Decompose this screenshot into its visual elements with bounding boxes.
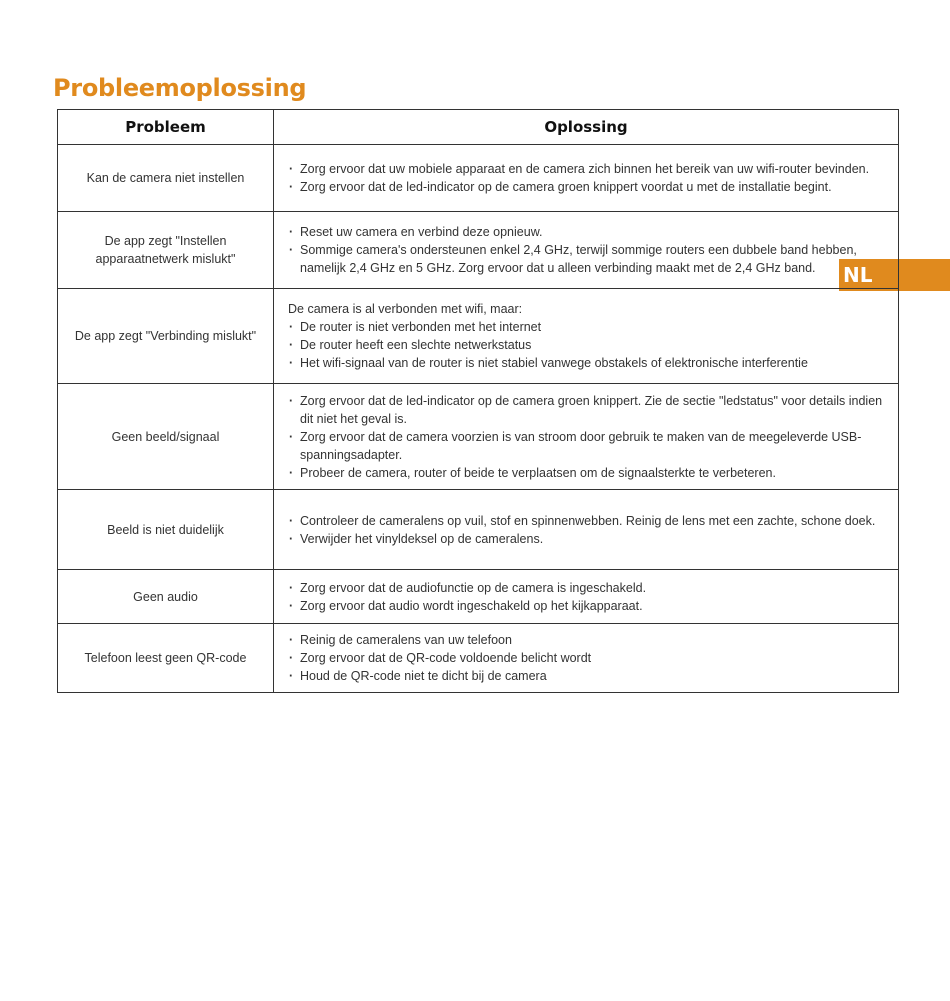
solution-list (288, 392, 890, 482)
list-item: · De router is niet verbonden met het internet (288, 318, 890, 336)
list-item: · Zorg ervoor dat de led-indicator op de camera groen knippert. Zie de sectie "ledstatus" voor details indien dit niet het geval is. (288, 392, 890, 428)
table-row (58, 384, 899, 490)
table-row (58, 624, 899, 693)
problem-cell: De app zegt "Instellen apparaatnetwerk mislukt" (58, 212, 274, 289)
list-item: · Zorg ervoor dat de led-indicator op de camera groen knippert voordat u met de installatie begint. (288, 178, 890, 196)
solution-cell (274, 624, 899, 693)
problem-cell: Geen beeld/signaal (58, 384, 274, 490)
solution-list (288, 223, 890, 277)
solution-list (288, 579, 890, 615)
solution-cell (274, 490, 899, 570)
language-tab: NL (839, 259, 950, 291)
list-item: · De router heeft een slechte netwerkstatus (288, 336, 890, 354)
solution-list (288, 160, 890, 196)
solution-list (288, 512, 890, 548)
list-item: · Zorg ervoor dat de audiofunctie op de camera is ingeschakeld. (288, 579, 890, 597)
problem-cell: Kan de camera niet instellen (58, 145, 274, 212)
solution-list (288, 631, 890, 685)
list-item: · Reinig de cameralens van uw telefoon (288, 631, 890, 649)
header-problem: Probleem (58, 110, 274, 145)
list-item: · Zorg ervoor dat audio wordt ingeschakeld op het kijkapparaat. (288, 597, 890, 615)
list-item: · Controleer de cameralens op vuil, stof en spinnenwebben. Reinig de lens met een zachte, schone doek. (288, 512, 890, 530)
page-title: Probleemoplossing (53, 74, 307, 103)
list-item: · Probeer de camera, router of beide te verplaatsen om de signaalsterkte te verbeteren. (288, 464, 890, 482)
list-item: · Reset uw camera en verbind deze opnieuw. (288, 223, 890, 241)
table-row (58, 570, 899, 624)
solution-cell (274, 384, 899, 490)
solution-cell (274, 289, 899, 384)
list-item: · Zorg ervoor dat de QR-code voldoende belicht wordt (288, 649, 890, 667)
list-item: · Het wifi-signaal van de router is niet stabiel vanwege obstakels of elektronische interferentie (288, 354, 890, 372)
table-header-row (58, 110, 899, 145)
problem-cell: De app zegt "Verbinding mislukt" (58, 289, 274, 384)
troubleshooting-table (57, 109, 899, 693)
problem-cell: Geen audio (58, 570, 274, 624)
list-item: · Houd de QR-code niet te dicht bij de camera (288, 667, 890, 685)
table-row (58, 212, 899, 289)
solution-list (288, 318, 890, 372)
table-row (58, 145, 899, 212)
solution-cell (274, 570, 899, 624)
problem-cell: Telefoon leest geen QR-code (58, 624, 274, 693)
list-item: · Zorg ervoor dat de camera voorzien is van stroom door gebruik te maken van de meegeleverde USB-spanningsadapter. (288, 428, 890, 464)
list-item: · Verwijder het vinyldeksel op de cameralens. (288, 530, 890, 548)
problem-cell: Beeld is niet duidelijk (58, 490, 274, 570)
table-row (58, 289, 899, 384)
list-item: · Zorg ervoor dat uw mobiele apparaat en de camera zich binnen het bereik van uw wifi-router bevinden. (288, 160, 890, 178)
solution-cell (274, 212, 899, 289)
solution-cell (274, 145, 899, 212)
solution-intro: De camera is al verbonden met wifi, maar: (288, 302, 523, 316)
table-row (58, 490, 899, 570)
list-item: · Sommige camera's ondersteunen enkel 2,4 GHz, terwijl sommige routers een dubbele band hebben, namelijk 2,4 GHz en 5 GHz. Zorg ervoor dat u alleen verbinding maakt met de 2,4 GHz band. (288, 241, 890, 277)
header-solution: Oplossing (274, 110, 899, 145)
